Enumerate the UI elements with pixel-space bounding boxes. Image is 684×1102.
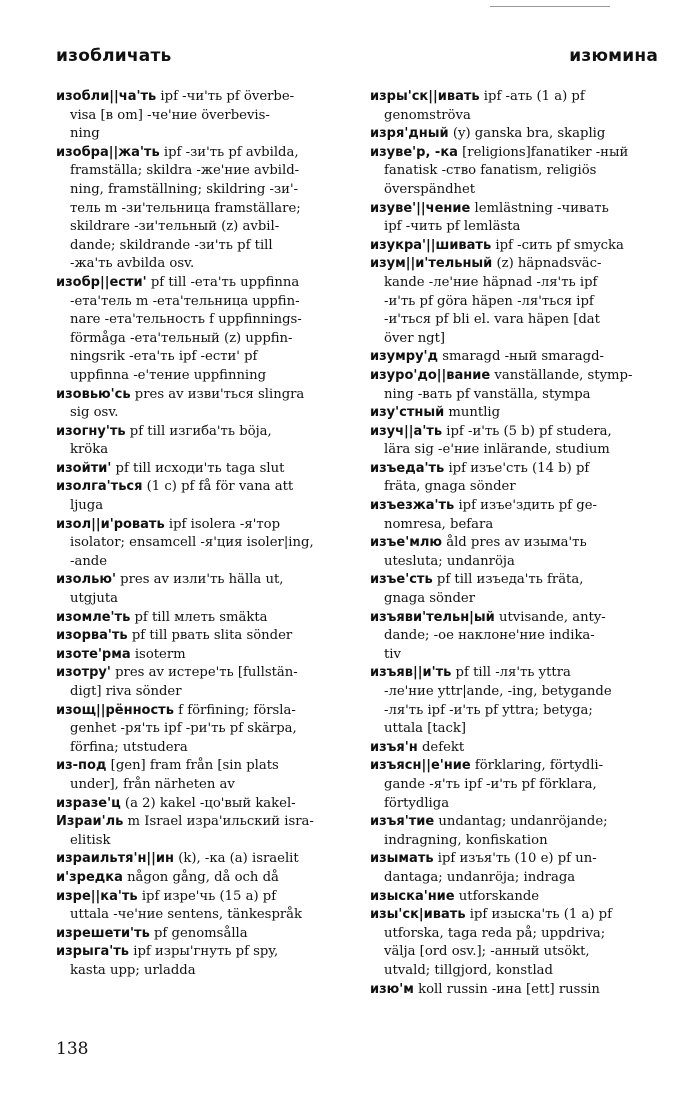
entry-definition: någon gång, då och då	[122, 869, 279, 885]
dictionary-entry	[370, 367, 658, 404]
dictionary-entry	[370, 739, 658, 758]
dictionary-entry	[370, 850, 658, 887]
dictionary-entry	[370, 757, 658, 813]
dictionary-entry	[370, 571, 658, 608]
left-guide-word: изобличать	[56, 46, 172, 66]
entry-headword: изъясн||е'ние	[370, 758, 471, 774]
dictionary-entry	[56, 460, 344, 479]
entry-definition: (y) ganska bra, skaplig	[448, 126, 606, 142]
entry-definition: ipf изъе'сть (14 b) pf fräta, gnaga sönder	[384, 460, 590, 495]
dictionary-entry	[370, 813, 658, 850]
entry-definition: ipf изре'чь (15 a) pf uttala -че'ние sentens, tänkespråk	[70, 888, 303, 923]
entry-definition: pf till изгиба'ть böja, kröka	[70, 423, 272, 458]
entry-headword: из-под	[56, 758, 107, 774]
dictionary-entry	[370, 200, 658, 237]
entry-headword: изолга'ться	[56, 479, 143, 495]
dictionary-entry	[56, 571, 344, 608]
entry-definition: undantag; undanröjande; indragning, konfiskation	[384, 814, 608, 848]
entry-definition: smaragd -ный smaragd-	[438, 349, 604, 365]
entry-headword: изолью'	[56, 572, 116, 588]
entry-headword: изорва'ть	[56, 628, 128, 644]
dictionary-entry	[370, 664, 658, 738]
top-rule	[490, 6, 610, 7]
right-column	[370, 88, 658, 999]
entry-definition: ipf -чи'ть pf överbe- visa [в om] -че'ние överbevis- ning	[70, 89, 295, 142]
dictionary-entry	[56, 702, 344, 758]
entry-headword: изъезжа'ть	[370, 498, 455, 514]
entry-headword: изъя'н	[370, 739, 418, 755]
entry-definition: pf till -ля'ть yttra -ле'ние yttr|ande, -ing, betygande -ля'ть ipf -и'ть pf yttra; betyga; uttala [tack]	[384, 665, 612, 737]
dictionary-entry	[56, 423, 344, 460]
entry-headword: изуве'р, -ка	[370, 144, 458, 160]
page-header	[56, 46, 658, 72]
dictionary-entry	[56, 925, 344, 944]
dictionary-entry	[56, 627, 344, 646]
dictionary-entry	[370, 460, 658, 497]
dictionary-entry	[56, 609, 344, 628]
entry-headword: и'зредка	[56, 869, 123, 885]
entry-headword: изуч||а'ть	[370, 423, 443, 439]
entry-headword: изъеда'ть	[370, 460, 445, 476]
entry-headword: изукра'||шивать	[370, 237, 492, 253]
left-column	[56, 88, 344, 981]
dictionary-entry	[56, 888, 344, 925]
entry-definition: [religions]fanatiker -ный fanatisk -ство fanatism, religiös överspändhet	[384, 144, 629, 197]
dictionary-entry	[370, 888, 658, 907]
dictionary-entry	[370, 497, 658, 534]
dictionary-entry	[56, 386, 344, 423]
right-guide-word: изюмина	[569, 46, 658, 66]
dictionary-entry	[370, 981, 658, 1000]
entry-definition: (a 2) kakel -цо'вый kakel-	[120, 795, 296, 811]
entry-headword: изрешети'ть	[56, 925, 150, 941]
dictionary-entry	[56, 144, 344, 274]
entry-headword: изю'м	[370, 981, 414, 997]
entry-definition: ipf -зи'ть pf avbilda, framställa; skildra -же'ние avbild- ning, framställning; skildring -зи'- тель m -зи'тельница framställare; skildrare -зи'тельный (z) avbil- dande; skildrande -зи'ть pf till -жа'ть avbilda osv.	[70, 144, 301, 272]
dictionary-entry	[370, 348, 658, 367]
entry-headword: изъе'млю	[370, 535, 443, 551]
entry-headword: изомле'ть	[56, 609, 131, 625]
entry-definition: lemlästning -чивать ipf -чить pf lemlästa	[384, 200, 609, 235]
dictionary-entry	[370, 423, 658, 460]
entry-headword: изъя'тие	[370, 814, 435, 830]
dictionary-entry	[56, 813, 344, 850]
entry-definition: pres av истере'ть [fullstän- digt] riva sönder	[70, 665, 298, 699]
entry-definition: ipf isolera -я'тор isolator; ensamcell -я'ция isoler|ing, -ande	[70, 516, 314, 569]
page-number: 138	[56, 1039, 89, 1059]
entry-definition: isoterm	[130, 646, 186, 662]
dictionary-entry	[370, 144, 658, 200]
entry-definition: pres av изви'ться slingra sig osv.	[70, 386, 305, 421]
entry-definition: [gen] fram från [sin plats under], från närheten av	[70, 758, 279, 792]
entry-headword: изре||ка'ть	[56, 888, 138, 904]
entry-definition: (z) häpnadsväc- kande -ле'ние häpnad -ля'ть ipf -и'ть pf göra häpen -ля'ться ipf -и'ться pf bli el. vara häpen [dat över ngt]	[384, 256, 602, 346]
entry-headword: изры'ск||ивать	[370, 89, 480, 104]
entry-headword: изразе'ц	[56, 795, 121, 811]
entry-definition: pf genomsålla	[149, 925, 248, 941]
entry-definition: pf till рвать slita sönder	[127, 628, 293, 644]
entry-headword: изря'дный	[370, 126, 449, 142]
entry-headword: изъе'сть	[370, 572, 433, 588]
dictionary-entry	[370, 88, 658, 125]
dictionary-entry	[370, 906, 658, 980]
entry-definition: (k), -ка (a) israelit	[174, 851, 299, 867]
entry-headword: изол||и'ровать	[56, 516, 165, 532]
entry-definition: utforskande	[454, 888, 540, 904]
entry-headword: изы'ск|ивать	[370, 907, 466, 923]
entry-headword: изуро'до||вание	[370, 367, 491, 383]
entry-definition: muntlig	[444, 405, 501, 421]
entry-definition: ipf изъе'здить pf ge- nomresa, befara	[384, 498, 597, 532]
entry-definition: pf till изъеда'ть fräta, gnaga sönder	[384, 572, 584, 607]
entry-headword: изъяв||и'ть	[370, 665, 452, 681]
entry-headword: изрыга'ть	[56, 944, 130, 960]
entry-headword: израильтя'н||ин	[56, 851, 175, 867]
entry-headword: изымать	[370, 851, 434, 867]
entry-definition: m Israel изра'ильский isra- elitisk	[70, 814, 314, 848]
entry-headword: изобр||ести'	[56, 274, 147, 290]
entry-definition: pf till млеть smäkta	[130, 609, 268, 625]
dictionary-entry	[56, 646, 344, 665]
dictionary-entry	[56, 516, 344, 572]
entry-definition: koll russin -ина [ett] russin	[413, 981, 600, 997]
dictionary-entry	[56, 869, 344, 888]
entry-headword: изойти'	[56, 460, 112, 476]
entry-headword: изу'стный	[370, 405, 445, 421]
dictionary-entry	[370, 125, 658, 144]
entry-headword: изоте'рма	[56, 646, 131, 662]
dictionary-entry	[370, 404, 658, 423]
entry-definition: pf till исходи'ть taga slut	[111, 460, 285, 476]
dictionary-entry	[56, 664, 344, 701]
entry-headword: изогну'ть	[56, 423, 126, 439]
dictionary-entry	[56, 274, 344, 386]
dictionary-entry	[56, 478, 344, 515]
dictionary-entry	[370, 255, 658, 348]
entry-definition: förklaring, förtydli- gande -я'ть ipf -и'ть pf förklara, förtydliga	[384, 758, 604, 811]
entry-definition: ipf -ать (1 a) pf genomströva	[384, 89, 585, 123]
entry-definition: åld pres av изыма'ть utesluta; undanröja	[384, 535, 587, 569]
entry-definition: ipf -сить pf smycka	[491, 237, 624, 253]
entry-headword: Израи'ль	[56, 814, 124, 830]
entry-definition: f förfining; försla- genhet -ря'ть ipf -ри'ть pf skärpa, förfina; utstudera	[70, 702, 297, 755]
entry-definition: ipf изъя'ть (10 e) pf un- dantaga; undanröja; indraga	[384, 851, 597, 885]
entry-headword: изуве'||чение	[370, 200, 471, 216]
entry-definition: defekt	[417, 739, 465, 755]
dictionary-entry	[56, 850, 344, 869]
entry-definition: ipf изры'гнуть pf spy, kasta upp; urladda	[70, 944, 279, 978]
entry-headword: изъяви'тельн|ый	[370, 609, 495, 625]
dictionary-entry	[56, 88, 344, 144]
entry-headword: изобли||ча'ть	[56, 89, 157, 104]
entry-definition: ipf -и'ть (5 b) pf studera, lära sig -е'ние inlärande, studium	[384, 423, 612, 458]
entry-headword: изыска'ние	[370, 888, 455, 904]
entry-headword: изовью'сь	[56, 386, 131, 402]
entry-definition: (1 c) pf få för vana att ljuga	[70, 479, 294, 514]
entry-headword: изобра||жа'ть	[56, 144, 160, 160]
dictionary-entry	[56, 795, 344, 814]
entry-headword: изощ||рённость	[56, 702, 174, 718]
entry-headword: изумру'д	[370, 349, 439, 365]
entry-definition: pres av изли'ть hälla ut, utgjuta	[70, 572, 284, 607]
dictionary-entry	[370, 237, 658, 256]
dictionary-entry	[370, 534, 658, 571]
entry-headword: изотру'	[56, 665, 111, 681]
dictionary-entry	[370, 609, 658, 665]
entry-definition: ipf изыска'ть (1 a) pf utforska, taga reda på; uppdriva; välja [ord osv.]; -анный utsökt, utvald; tillgjord, konstlad	[384, 907, 612, 978]
dictionary-entry	[56, 757, 344, 794]
dictionary-entry	[56, 943, 344, 980]
entry-definition: utvisande, anty- dande; -ое наклоне'ние indika- tiv	[384, 609, 606, 662]
entry-definition: vanställande, stymp- ning -вать pf vanställa, stympa	[384, 367, 633, 402]
entry-headword: изум||и'тельный	[370, 256, 493, 272]
entry-definition: pf till -ета'ть uppfinna -ета'тель m -ета'тельница uppfin- nare -ета'тельность f uppfinnings- förmåga -ета'тельный (z) uppfin- ningsrik -ета'ть ipf -ести' pf uppfinna -е'тение uppfinning	[70, 274, 302, 383]
